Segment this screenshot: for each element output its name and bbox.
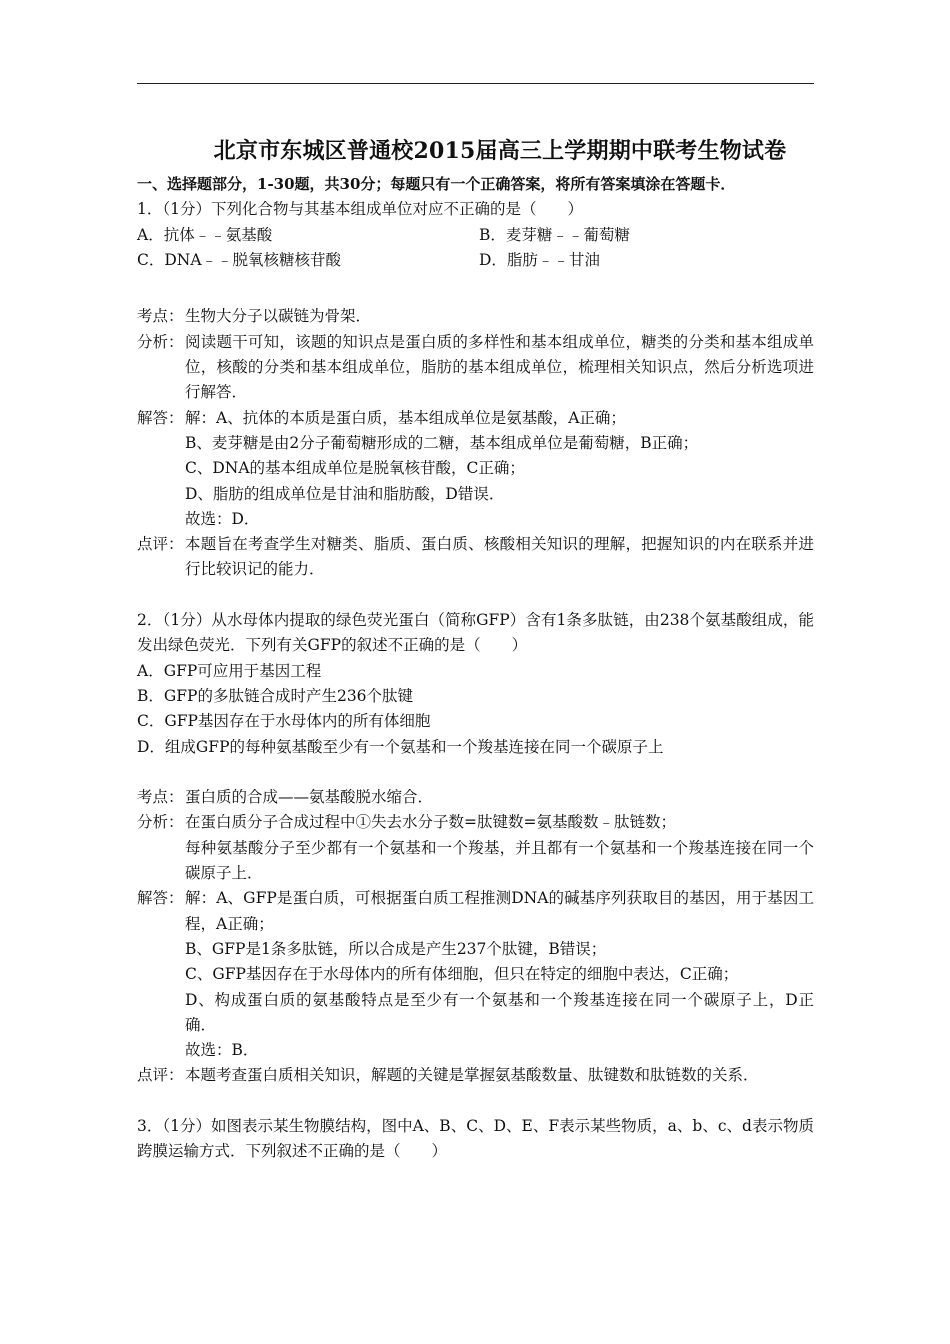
q2-dianping-text: 本题考查蛋白质相关知识，解题的关键是掌握氨基酸数量、肽键数和肽链数的关系． xyxy=(185,1066,759,1085)
q1-jieda-line: D、脂肪的组成单位是甘油和脂肪酸，D错误． xyxy=(185,484,505,503)
q1-dianping-label: 点评： xyxy=(137,535,184,554)
q2-kaodian-text: 蛋白质的合成——氨基酸脱水缩合． xyxy=(185,788,434,807)
q1-dianping xyxy=(137,532,814,583)
document-title: 北京市东城区普通校2015届高三上学期期中联考生物试卷 xyxy=(213,138,787,164)
q1-kaodian-text: 生物大分子以碳链为骨架． xyxy=(185,307,372,326)
q2-dianping-label: 点评： xyxy=(137,1066,184,1085)
q1-dianping-text: 本题旨在考查学生对糖类、脂质、蛋白质、核酸相关知识的理解，把握知识的内在联系并进行比较识记的能力． xyxy=(185,535,814,579)
q2-option-a: A．GFP可应用于基因工程 xyxy=(137,661,322,680)
q2-jieda-line: D、构成蛋白质的氨基酸特点是至少有一个氨基和一个羧基连接在同一个碳原子上，D正确． xyxy=(185,990,814,1034)
q1-options-row-1 xyxy=(137,223,814,248)
q2-dianping xyxy=(137,1063,814,1088)
q2-kaodian-label: 考点： xyxy=(137,788,184,807)
q1-kaodian xyxy=(137,304,814,329)
q2-option-c: C．GFP基因存在于水母体内的所有体细胞 xyxy=(137,712,431,731)
q2-fenxi-line: 每种氨基酸分子至少都有一个氨基和一个羧基，并且都有一个氨基和一个羧基连接在同一个碳原子上． xyxy=(185,838,814,883)
q1-option-c: C．DNA﹣﹣脱氧核糖核苷酸 xyxy=(137,250,342,269)
q2-jieda-line: B、GFP是1条多肽链，所以合成是产生237个肽键，B错误； xyxy=(185,939,607,958)
q1-stem: 1．（1分）下列化合物与其基本组成单位对应不正确的是（ ） xyxy=(137,200,583,219)
q2-jieda-line: 故选：B． xyxy=(185,1041,259,1060)
q2-fenxi-line: 在蛋白质分子合成过程中①失去水分子数=肽键数=氨基酸数﹣肽链数； xyxy=(185,813,676,832)
q1-jieda-line: 故选：D． xyxy=(185,509,260,528)
q1-jieda-label: 解答： xyxy=(137,408,184,427)
q1-jieda-line: C、DNA的基本组成单位是脱氧核苷酸，C正确； xyxy=(185,459,525,478)
q1-kaodian-label: 考点： xyxy=(137,307,184,326)
q1-jieda-line: B、麦芽糖是由2分子葡萄糖形成的二糖，基本组成单位是葡萄糖，B正确； xyxy=(185,433,699,452)
q2-jieda-line: C、GFP基因存在于水母体内的所有体细胞，但只在特定的细胞中表达，C正确； xyxy=(185,965,739,984)
q2-option-d: D．组成GFP的每种氨基酸至少有一个氨基和一个羧基连接在同一个碳原子上 xyxy=(137,737,664,756)
q1-fenxi-label: 分析： xyxy=(137,332,184,351)
q2-fenxi-label: 分析： xyxy=(137,813,184,832)
document-body xyxy=(137,172,814,1165)
q2-jieda-label: 解答： xyxy=(137,889,184,908)
q2-fenxi xyxy=(137,810,814,886)
q1-option-b: B．麦芽糖﹣﹣葡萄糖 xyxy=(479,225,630,244)
q1-jieda-line: 解：A、抗体的本质是蛋白质，基本组成单位是氨基酸，A正确； xyxy=(185,408,626,427)
q1-options-row-2 xyxy=(137,248,814,273)
q1-option-d: D．脂肪﹣﹣甘油 xyxy=(479,250,600,269)
q2-stem: 2．（1分）从水母体内提取的绿色荧光蛋白（简称GFP）含有1条多肽链，由238个氨基酸组成，能发出绿色荧光．下列有关GFP的叙述不正确的是（ ） xyxy=(137,611,814,655)
section-header: 一、选择题部分，1-30题，共30分；每题只有一个正确答案，将所有答案填涂在答题卡． xyxy=(137,175,736,193)
header-rule xyxy=(137,83,814,84)
q2-jieda-line: 解：A、GFP是蛋白质，可根据蛋白质工程推测DNA的碱基序列获取目的基因，用于基因工程，A正确； xyxy=(185,889,814,933)
q1-fenxi xyxy=(137,330,814,406)
q1-jieda xyxy=(137,406,814,532)
q2-jieda xyxy=(137,886,814,1063)
q2-kaodian xyxy=(137,785,814,810)
q3-stem: 3．（1分）如图表示某生物膜结构，图中A、B、C、D、E、F表示某些物质，a、b、c、d表示物质跨膜运输方式．下列叙述不正确的是（ ） xyxy=(137,1116,814,1161)
q1-option-a: A．抗体﹣﹣氨基酸 xyxy=(137,225,273,244)
q1-fenxi-text: 阅读题干可知，该题的知识点是蛋白质的多样性和基本组成单位，糖类的分类和基本组成单位，核酸的分类和基本组成单位，脂肪的基本组成单位，梳理相关知识点，然后分析选项进行解答． xyxy=(185,332,814,402)
q2-option-b: B．GFP的多肽链合成时产生236个肽键 xyxy=(137,686,414,705)
